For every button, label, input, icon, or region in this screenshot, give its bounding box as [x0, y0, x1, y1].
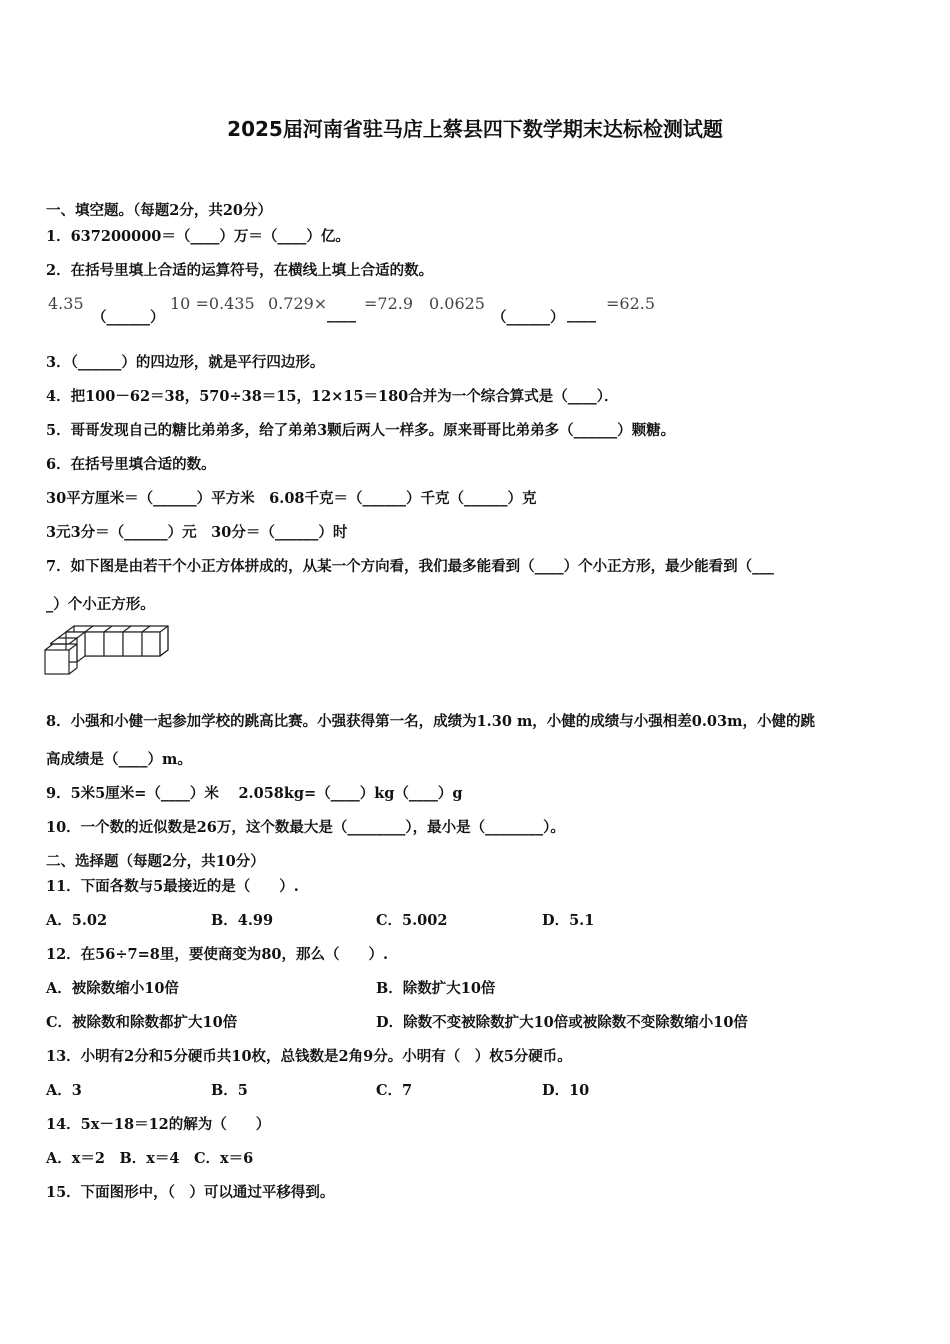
- question-14-stem: 14．5x－18＝12的解为（ ）: [46, 1116, 271, 1133]
- q12-option-d: D．除数不变被除数扩大10倍或被除数不变除数缩小10倍: [376, 1014, 748, 1031]
- question-1: 1．637200000＝（____）万＝（____）亿。: [46, 228, 350, 245]
- q12-option-c: C．被除数和除数都扩大10倍: [46, 1014, 238, 1031]
- question-15: 15．下面图形中，（ ）可以通过平移得到。: [46, 1184, 335, 1201]
- q2-blank-b: （______）: [92, 309, 165, 326]
- cube-figure: [44, 624, 170, 676]
- question-9: 9．5米5厘米=（____）米 2.058kg=（____）kg（____）g: [46, 785, 463, 802]
- section-1-heading: 一、填空题。（每题2分，共20分）: [46, 202, 273, 219]
- question-8-line-2: 高成绩是（____）m。: [46, 751, 192, 768]
- question-12-stem: 12．在56÷7=8里，要使商变为80，那么（ ）.: [46, 946, 389, 963]
- q2-num-g: 0.0625: [429, 294, 485, 313]
- question-13-stem: 13．小明有2分和5分硬币共10枚，总钱数是2角9分。小明有（ ）枚5分硬币。: [46, 1048, 572, 1065]
- question-5: 5．哥哥发现自己的糖比弟弟多，给了弟弟3颗后两人一样多。原来哥哥比弟弟多（______）颗糖。: [46, 422, 676, 439]
- section-2-heading: 二、选择题（每题2分，共10分）: [46, 853, 265, 870]
- question-6-stem: 6．在括号里填合适的数。: [46, 456, 216, 473]
- q13-option-c: C．7: [376, 1082, 413, 1099]
- q2-expr-d: 0.729×: [268, 294, 328, 313]
- q2-expr-f: =72.9: [364, 294, 414, 313]
- page-title: 2025届河南省驻马店上蔡县四下数学期末达标检测试题: [227, 117, 723, 141]
- q13-option-d: D．10: [542, 1082, 590, 1099]
- q13-option-b: B．5: [211, 1082, 248, 1099]
- question-11-stem: 11．下面各数与5最接近的是（ ）.: [46, 878, 299, 895]
- q11-option-c: C．5.002: [376, 912, 448, 929]
- q2-blank-i: ____: [567, 306, 596, 323]
- question-2-stem: 2．在括号里填上合适的运算符号，在横线上填上合适的数。: [46, 262, 434, 279]
- q12-option-a: A．被除数缩小10倍: [46, 980, 179, 997]
- question-7-line-2: _）个小正方形。: [46, 596, 155, 613]
- q2-expr-c: 10 =0.435: [170, 294, 255, 313]
- question-4: 4．把100－62＝38，570÷38＝15，12×15＝180合并为一个综合算式是（____）．: [46, 388, 619, 405]
- question-10: 10．一个数的近似数是26万，这个数最大是（________），最小是（________）。: [46, 819, 565, 836]
- q2-blank-e: ____: [327, 306, 356, 323]
- q11-option-b: B．4.99: [211, 912, 274, 929]
- q11-option-d: D．5.1: [542, 912, 595, 929]
- question-6-line-2: 3元3分＝（______）元 30分＝（______）时: [46, 524, 348, 541]
- q2-expr-j: =62.5: [606, 294, 656, 313]
- question-8-line-1: 8．小强和小健一起参加学校的跳高比赛。小强获得第一名，成绩为1.30 m，小健的成绩与小强相差0.03m，小健的跳: [46, 713, 815, 730]
- question-6-line-1: 30平方厘米＝（______）平方米 6.08千克＝（______）千克（______）克: [46, 490, 537, 507]
- q14-options: A．x＝2 B．x＝4 C．x＝6: [46, 1150, 254, 1167]
- q2-num-a: 4.35: [48, 294, 84, 313]
- question-7-line-1: 7．如下图是由若干个小正方体拼成的，从某一个方向看，我们最多能看到（____）个小正方形，最少能看到（___: [46, 558, 774, 575]
- q11-option-a: A．5.02: [46, 912, 108, 929]
- q2-blank-h: （______）: [492, 309, 565, 326]
- question-3: 3．（______）的四边形，就是平行四边形。: [46, 354, 325, 371]
- q12-option-b: B．除数扩大10倍: [376, 980, 496, 997]
- q13-option-a: A．3: [46, 1082, 82, 1099]
